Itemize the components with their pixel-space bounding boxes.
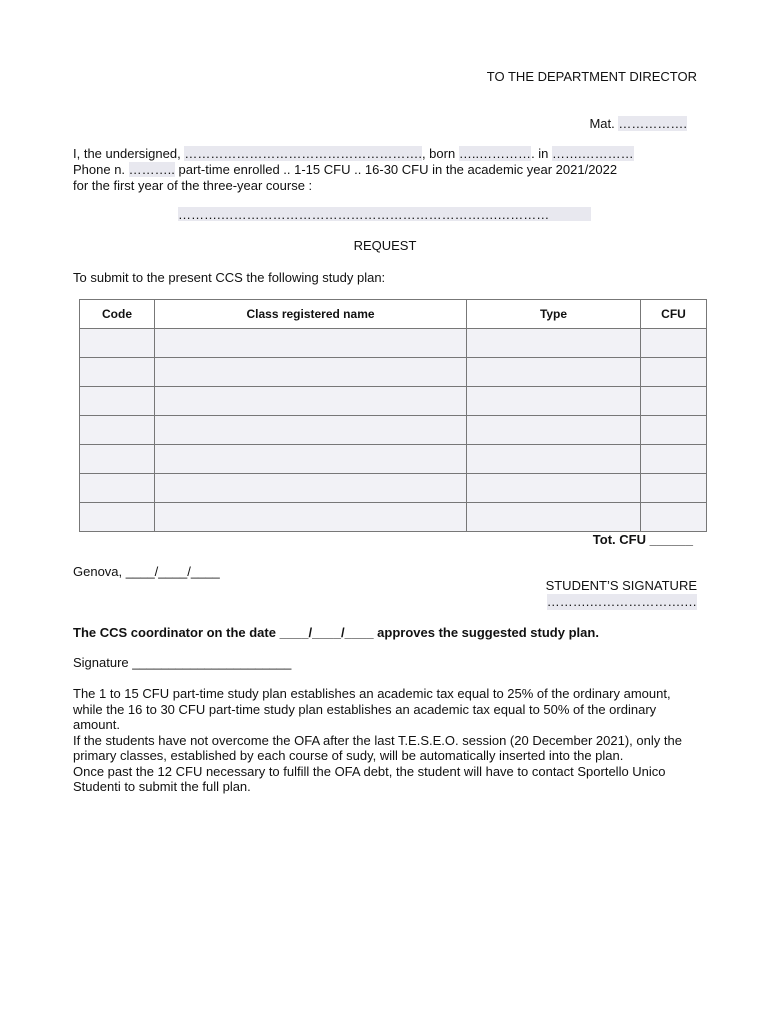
table-row <box>80 329 707 358</box>
column-header-cfu: CFU <box>641 300 707 329</box>
note-paragraph: If the students have not overcome the OFA after the last T.E.S.E.O. session (20 December 2021), only the primary classes, established by each course of sudy, will be automatically inserted into the plan. <box>73 732 682 763</box>
mat-field-line <box>589 116 687 131</box>
request-title: REQUEST <box>353 238 417 253</box>
place-date-line[interactable]: Genova, ____/____/____ <box>73 564 220 579</box>
declaration-line-1 <box>73 146 634 162</box>
student-signature-input[interactable]: ……….………………….… <box>546 594 697 609</box>
declaration-block <box>73 146 634 194</box>
table-cell-input[interactable] <box>155 387 467 416</box>
table-row <box>80 358 707 387</box>
table-cell-input[interactable] <box>641 387 707 416</box>
phone-label: Phone n. <box>73 162 126 177</box>
table-row <box>80 445 707 474</box>
mat-label: Mat. <box>589 116 615 131</box>
table-cell-input[interactable] <box>155 474 467 503</box>
birth-in-label: . in <box>531 146 549 161</box>
name-input[interactable]: ………………………………………………. <box>184 146 422 161</box>
column-header-code: Code <box>80 300 155 329</box>
declaration-line-3: for the first year of the three-year course : <box>73 178 313 193</box>
note-paragraph: Once past the 12 CFU necessary to fulfill the OFA debt, the student will have to contact Sportello Unico Studenti to submit the full plan. <box>73 763 666 794</box>
table-cell-input[interactable] <box>80 387 155 416</box>
addressee-heading: TO THE DEPARTMENT DIRECTOR <box>486 69 697 84</box>
table-cell-input[interactable] <box>641 416 707 445</box>
table-cell-input[interactable] <box>641 474 707 503</box>
table-row <box>80 416 707 445</box>
table-cell-input[interactable] <box>467 416 641 445</box>
table-cell-input[interactable] <box>155 503 467 532</box>
table-cell-input[interactable] <box>641 445 707 474</box>
table-cell-input[interactable] <box>641 358 707 387</box>
course-input[interactable]: ……….……………………………………………………….………… <box>178 207 591 221</box>
table-cell-input[interactable] <box>641 503 707 532</box>
phone-input[interactable]: ……….. <box>128 162 175 177</box>
coordinator-signature-line[interactable]: Signature ______________________ <box>73 655 292 670</box>
column-header-type: Type <box>467 300 641 329</box>
table-row <box>80 387 707 416</box>
total-cfu-label: Tot. CFU <box>592 532 646 547</box>
table-cell-input[interactable] <box>80 503 155 532</box>
coordinator-approval-line[interactable]: The CCS coordinator on the date ____/____/____ approves the suggested study plan. <box>73 625 599 640</box>
declaration-line-2 <box>73 162 634 178</box>
table-cell-input[interactable] <box>80 358 155 387</box>
notes-block <box>73 686 703 795</box>
enrollment-text: part-time enrolled .. 1-15 CFU .. 16-30 CFU in the academic year 2021/2022 <box>174 162 618 177</box>
table-cell-input[interactable] <box>641 329 707 358</box>
column-header-class-name: Class registered name <box>155 300 467 329</box>
table-cell-input[interactable] <box>80 474 155 503</box>
study-plan-table <box>79 299 707 532</box>
table-cell-input[interactable] <box>467 503 641 532</box>
mat-input[interactable]: ……………. <box>618 116 687 131</box>
table-cell-input[interactable] <box>80 445 155 474</box>
birth-date-input[interactable]: …..………… <box>458 146 532 161</box>
undersigned-label: I, the undersigned, <box>73 146 181 161</box>
total-cfu-input[interactable]: ______ <box>649 532 693 547</box>
table-cell-input[interactable] <box>155 329 467 358</box>
table-row <box>80 474 707 503</box>
note-paragraph: The 1 to 15 CFU part-time study plan establishes an academic tax equal to 25% of the ordinary amount, while the 16 to 30 CFU part-time study plan establishes an academic tax equal to 50% of the ordinary amount. <box>73 686 671 732</box>
intro-text: To submit to the present CCS the following study plan: <box>73 270 386 285</box>
table-cell-input[interactable] <box>80 416 155 445</box>
table-cell-input[interactable] <box>155 358 467 387</box>
table-cell-input[interactable] <box>155 416 467 445</box>
total-cfu-line <box>593 532 693 547</box>
table-row <box>80 503 707 532</box>
table-cell-input[interactable] <box>155 445 467 474</box>
table-cell-input[interactable] <box>467 358 641 387</box>
table-cell-input[interactable] <box>467 474 641 503</box>
table-cell-input[interactable] <box>467 329 641 358</box>
table-header-row <box>80 300 707 329</box>
student-signature-label: STUDENT’S SIGNATURE <box>545 578 697 593</box>
table-cell-input[interactable] <box>80 329 155 358</box>
table-cell-input[interactable] <box>467 387 641 416</box>
table-cell-input[interactable] <box>467 445 641 474</box>
birth-place-input[interactable]: …….………… <box>552 146 634 161</box>
born-label: , born <box>421 146 456 161</box>
student-signature-block <box>546 578 697 610</box>
